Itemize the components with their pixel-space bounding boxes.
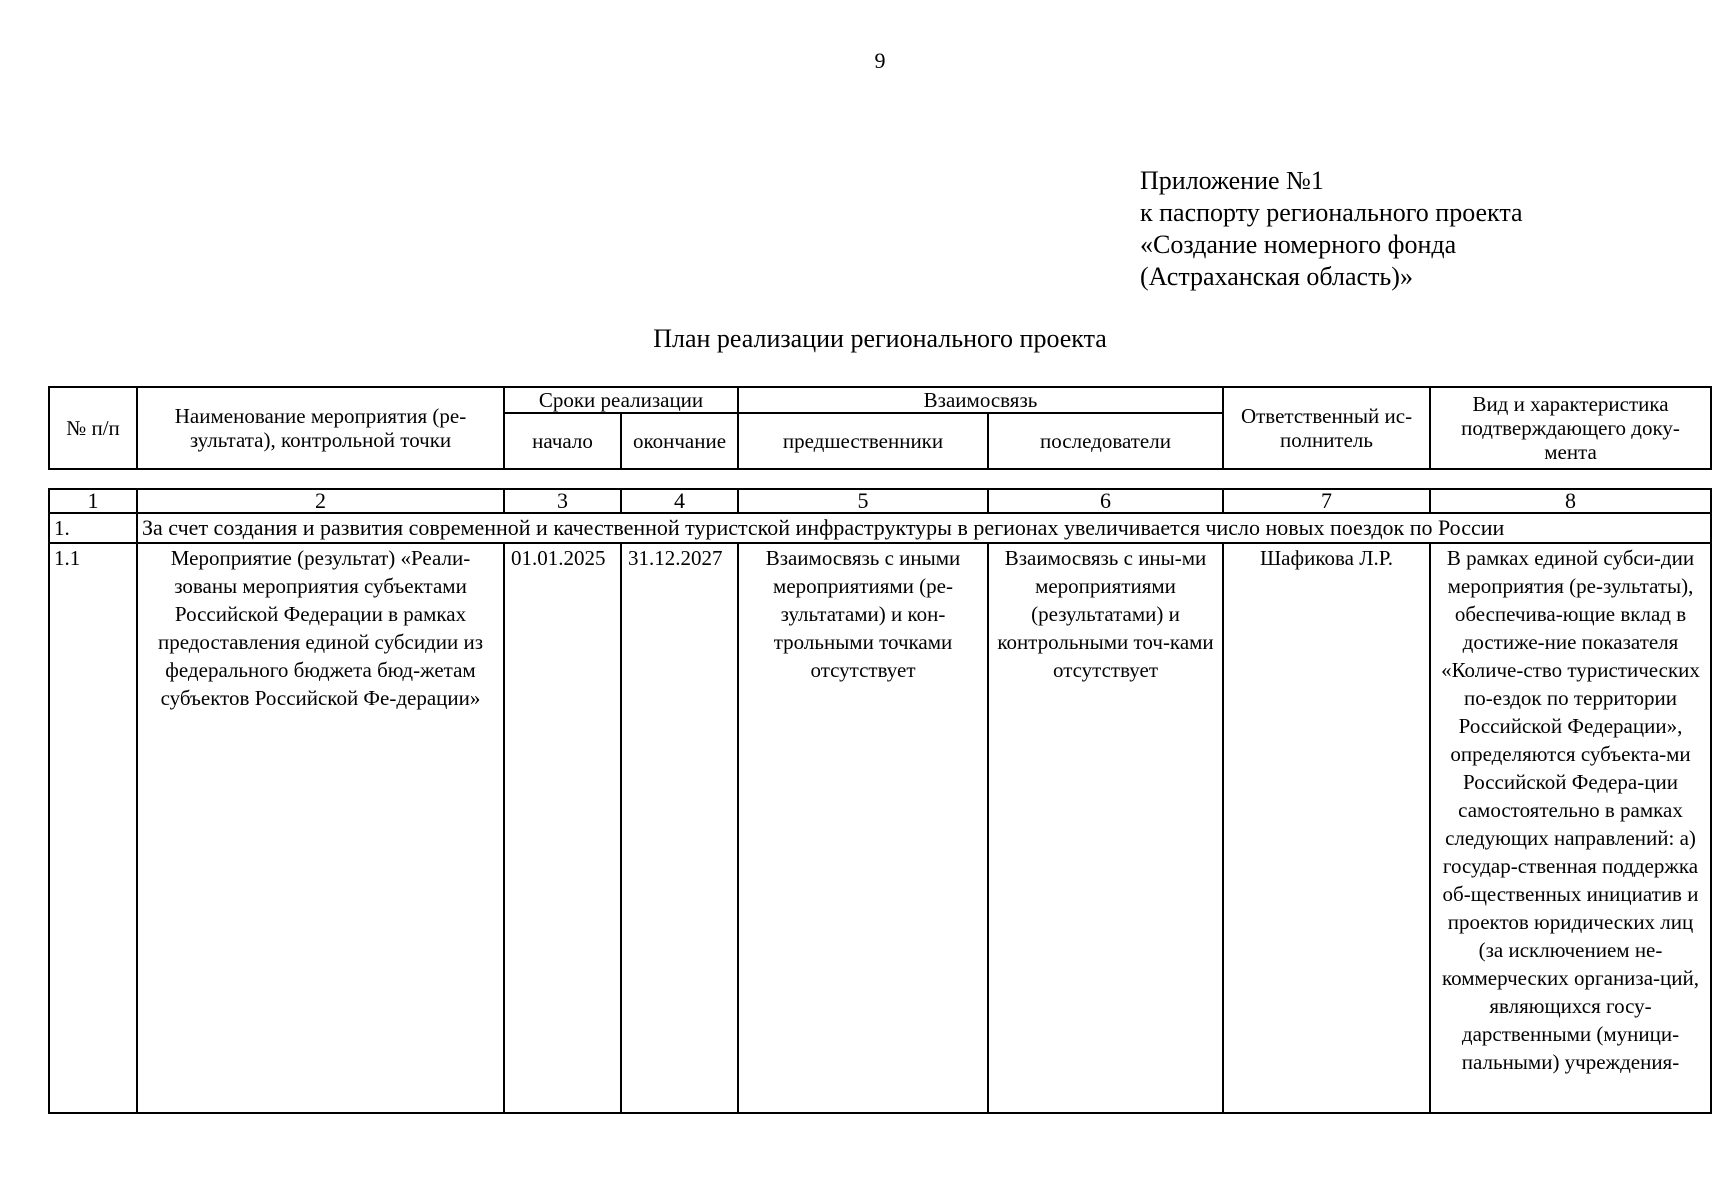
row-activity-name: Мероприятие (результат) «Реали-зованы мероприятия субъектами Российской Федерации в рамках предоставления единой субсидии из федерального бюджета бюд-жетам субъектов Российской Фе-дерации» [137,543,504,1113]
row-end-date: 31.12.2027 [621,543,738,1113]
appendix-line-3: «Создание номерного фонда [1140,230,1457,259]
page-number: 9 [874,48,886,73]
column-number: 4 [621,489,738,513]
plan-table-header [48,386,1712,470]
appendix-line-2: к паспорту регионального проекта [1140,198,1523,227]
column-number: 1 [49,489,137,513]
section-row [49,513,1711,543]
row-successors: Взаимосвязь с ины-ми мероприятиями (результатами) и контрольными точ-ками отсутствует [988,543,1223,1113]
header-document: Вид и характеристика подтверждающего доку-мента [1430,387,1711,469]
column-numbers-row [49,489,1711,513]
header-end: окончание [621,413,738,469]
column-number: 6 [988,489,1223,513]
header-start: начало [504,413,621,469]
appendix-note [1140,165,1523,293]
plan-table-body [48,488,1712,1114]
header-relation: Взаимосвязь [738,387,1223,413]
appendix-line-1: Приложение №1 [1140,166,1324,195]
header-num: № п/п [49,387,137,469]
column-number: 7 [1223,489,1430,513]
row-predecessors: Взаимосвязь с иными мероприятиями (ре-зультатами) и кон-трольными точками отсутствует [738,543,988,1113]
header-successors: последователи [988,413,1223,469]
table-row [49,543,1711,1113]
column-number: 2 [137,489,504,513]
section-number: 1. [49,513,137,543]
section-text: За счет создания и развития современной и качественной туристской инфраструктуры в регионах увеличивается число новых поездок по России [137,513,1711,543]
appendix-line-4: (Астраханская область)» [1140,262,1413,291]
header-executor: Ответственный ис-полнитель [1223,387,1430,469]
column-number: 3 [504,489,621,513]
row-executor: Шафикова Л.Р. [1223,543,1430,1113]
row-start-date: 01.01.2025 [504,543,621,1113]
header-terms: Сроки реализации [504,387,738,413]
header-predecessors: предшественники [738,413,988,469]
row-number: 1.1 [49,543,137,1113]
row-document: В рамках единой субси-дии мероприятия (ре-зультаты), обеспечива-ющие вклад в достиже-ние показателя «Количе-ство туристических по-ездок по территории Российской Федерации», определяются субъекта-ми Российской Федера-ции самостоятельно в рамках следующих направлений: а) государ-ственная поддержка об-щественных инициатив и проектов юридических лиц (за исключением не-коммерческих организа-ций, являющихся госу-дарственными (муници-пальными) учреждения- [1430,543,1711,1113]
document-title: План реализации регионального проекта [653,324,1107,353]
column-number: 8 [1430,489,1711,513]
header-name: Наименование мероприятия (ре-зультата), контрольной точки [137,387,504,469]
column-number: 5 [738,489,988,513]
